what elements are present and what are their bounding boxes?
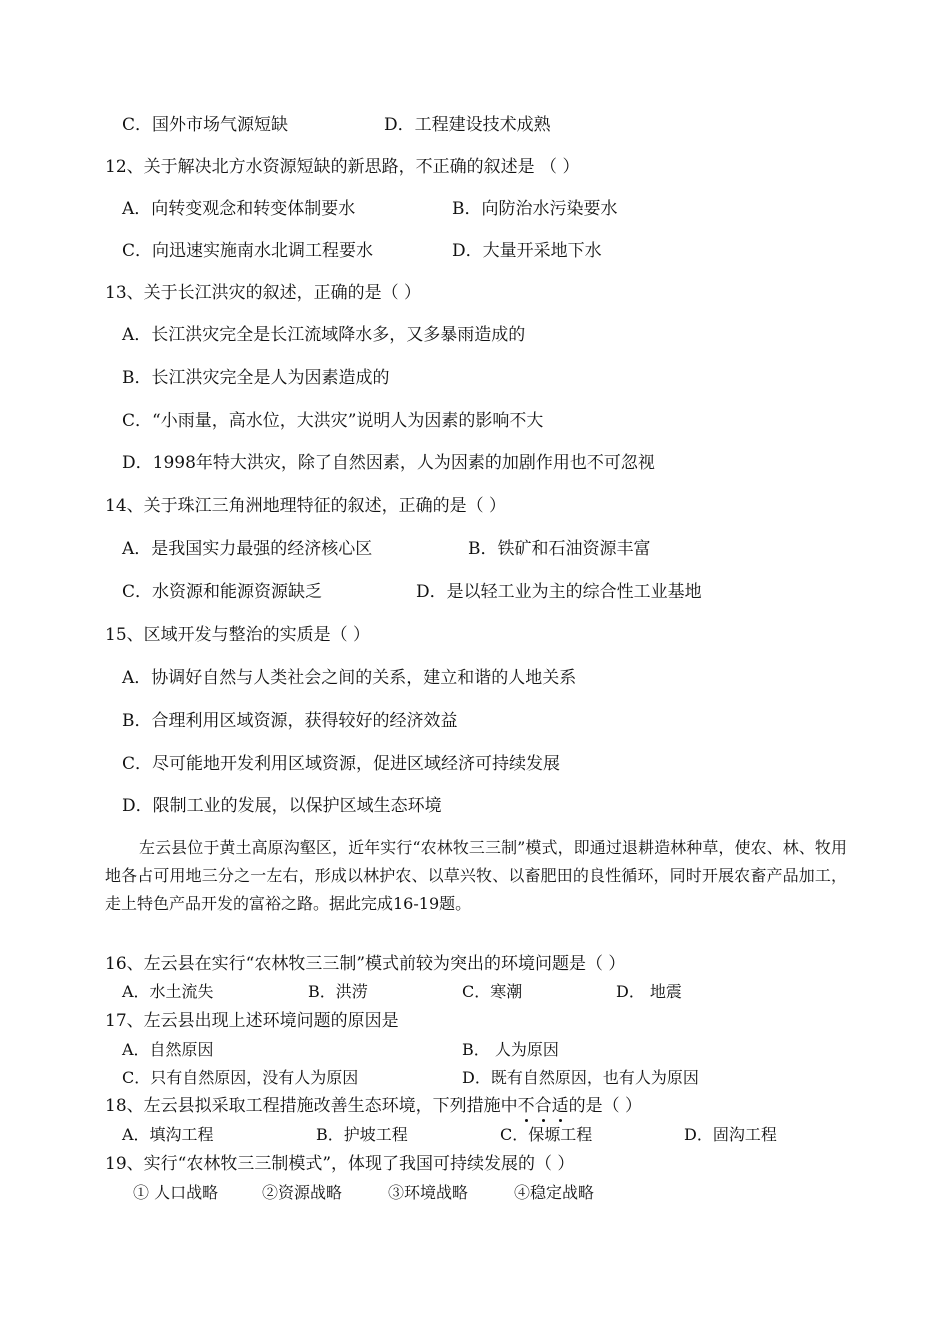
q18-emphasis-char-3: 适 <box>551 1096 569 1116</box>
q18-option-a: A．填沟工程 <box>122 1125 214 1144</box>
q18-stem <box>105 1095 642 1117</box>
q15-option-a: A．协调好自然与人类社会之间的关系，建立和谐的人地关系 <box>122 668 577 688</box>
q19-option-4: ④稳定战略 <box>514 1183 595 1202</box>
q15-option-b: B．合理利用区域资源，获得较好的经济效益 <box>122 711 458 731</box>
q11-option-d: D．工程建设技术成熟 <box>384 115 551 135</box>
q18-option-c: C．保塬工程 <box>500 1125 593 1144</box>
q13-option-d: D．1998年特大洪灾，除了自然因素，人为因素的加剧作用也不可忽视 <box>122 453 655 473</box>
q14-option-b: B．铁矿和石油资源丰富 <box>468 539 651 559</box>
q18-option-d: D．固沟工程 <box>684 1125 777 1144</box>
q17-stem: 17、左云县出现上述环境问题的原因是 <box>105 1011 399 1031</box>
q13-option-b: B．长江洪灾完全是人为因素造成的 <box>122 368 390 388</box>
q12-option-b: B．向防治水污染要水 <box>452 199 618 219</box>
q12-option-a: A．向转变观念和转变体制要水 <box>122 199 356 219</box>
q16-option-a: A．水土流失 <box>122 982 214 1001</box>
q17-option-d: D．既有自然原因，也有人为原因 <box>462 1068 699 1087</box>
q11-option-c: C．国外市场气源短缺 <box>122 115 289 135</box>
q14-option-a: A．是我国实力最强的经济核心区 <box>122 539 373 559</box>
q14-option-d: D．是以轻工业为主的综合性工业基地 <box>416 582 702 602</box>
q19-option-3: ③环境战略 <box>388 1183 469 1202</box>
q17-option-a: A．自然原因 <box>122 1040 214 1059</box>
q15-stem: 15、区域开发与整治的实质是（ ） <box>105 625 371 645</box>
q18-emphasis-char-2: 合 <box>534 1096 552 1116</box>
q15-option-d: D．限制工业的发展，以保护区域生态环境 <box>122 796 442 816</box>
q13-stem: 13、关于长江洪灾的叙述，正确的是（ ） <box>105 283 422 303</box>
q17-option-c: C．只有自然原因，没有人为原因 <box>122 1068 359 1087</box>
q16-option-d: D． 地震 <box>616 982 682 1001</box>
reading-passage: 左云县位于黄土高原沟壑区，近年实行“农林牧三三制”模式，即通过退耕造林种草，使农、林、牧用地各占可用地三分之一左右，形成以林护农、以草兴牧、以畜肥田的良性循环，同时开展农畜产品加工，走上特色产品开发的富裕之路。据此完成16-19题。 <box>105 838 847 913</box>
q16-stem: 16、左云县在实行“农林牧三三制”模式前较为突出的环境问题是（ ） <box>105 954 626 974</box>
q13-option-c: C．“小雨量，高水位，大洪灾”说明人为因素的影响不大 <box>122 411 544 431</box>
q12-option-d: D．大量开采地下水 <box>452 241 602 261</box>
q19-option-1: ① 人口战略 <box>133 1183 219 1202</box>
q13-option-a: A．长江洪灾完全是长江流域降水多，又多暴雨造成的 <box>122 325 526 345</box>
q14-option-c: C．水资源和能源资源缺乏 <box>122 582 323 602</box>
q12-option-c: C．向迅速实施南水北调工程要水 <box>122 241 374 261</box>
q18-option-b: B．护坡工程 <box>316 1125 408 1144</box>
q18-stem-post: 的是（ ） <box>568 1096 643 1116</box>
q19-stem: 19、实行“农林牧三三制模式”，体现了我国可持续发展的（ ） <box>105 1154 575 1174</box>
q14-stem: 14、关于珠江三角洲地理特征的叙述，正确的是（ ） <box>105 496 507 516</box>
q15-option-c: C．尽可能地开发利用区域资源，促进区域经济可持续发展 <box>122 754 561 774</box>
q17-option-b: B． 人为原因 <box>462 1040 559 1059</box>
q19-option-2: ②资源战略 <box>262 1183 343 1202</box>
q16-option-c: C．寒潮 <box>462 982 523 1001</box>
q18-emphasis-char-1: 不 <box>517 1096 535 1116</box>
q12-stem: 12、关于解决北方水资源短缺的新思路，不正确的叙述是 （ ） <box>105 157 580 177</box>
q18-stem-pre: 18、左云县拟采取工程措施改善生态环境，下列措施中 <box>105 1096 518 1116</box>
q16-option-b: B．洪涝 <box>308 982 368 1001</box>
